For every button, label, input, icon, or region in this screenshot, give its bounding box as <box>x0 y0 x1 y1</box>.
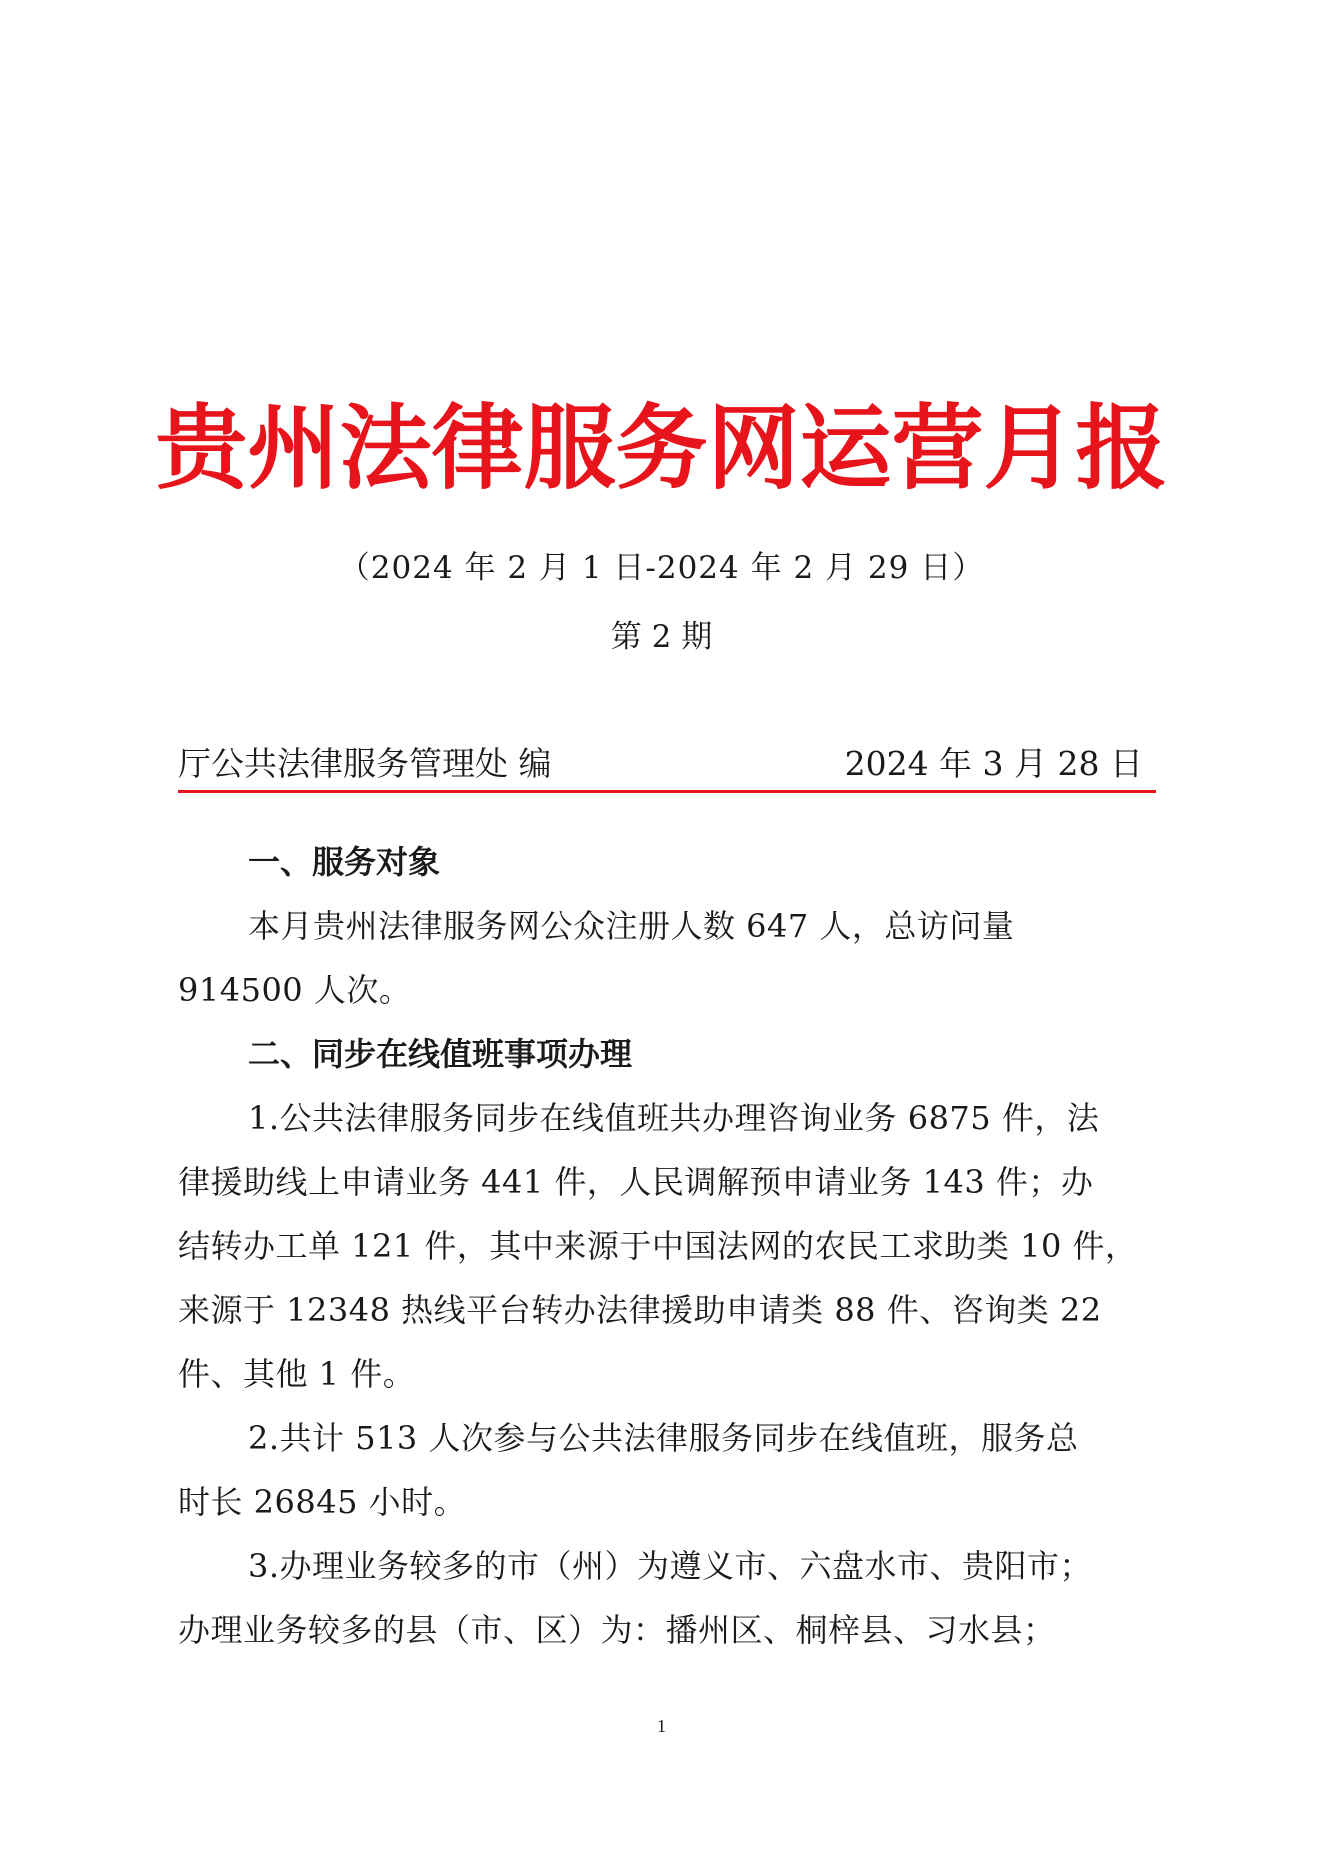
issue-number: 第 2 期 <box>610 619 713 655</box>
publish-date: 2024 年 3 月 28 日 <box>844 744 1143 783</box>
text-line: 本月贵州法律服务网公众注册人数 647 人，总访问量 <box>248 907 1015 945</box>
text-line: 2.共计 513 人次参与公共法律服务同步在线值班，服务总 <box>248 1419 1079 1457</box>
report-period: （2024 年 2 月 1 日-2024 年 2 月 29 日） <box>338 550 985 586</box>
paragraph-item-3 <box>178 1534 1166 1662</box>
text-line: 来源于 12348 热线平台转办法律援助申请类 88 件、咨询类 22 <box>178 1291 1102 1329</box>
text-line: 结转办工单 121 件，其中来源于中国法网的农民工求助类 10 件， <box>178 1227 1138 1265</box>
text-line: 914500 人次。 <box>178 971 412 1009</box>
report-title: 贵州法律服务网运营月报 <box>155 394 1168 502</box>
editor-line: 厅公共法律服务管理处 编 <box>178 744 552 783</box>
text-line: 3.办理业务较多的市（州）为遵义市、六盘水市、贵阳市； <box>248 1547 1093 1585</box>
text-line: 时长 26845 小时。 <box>178 1483 467 1521</box>
page-number: 1 <box>657 1716 666 1736</box>
text-line: 律援助线上申请业务 441 件，人民调解预申请业务 143 件；办 <box>178 1163 1094 1201</box>
red-divider <box>178 790 1156 793</box>
paragraph-item-1 <box>178 1086 1166 1406</box>
paragraph-item-2 <box>178 1406 1166 1534</box>
report-body <box>178 830 1166 1662</box>
section-heading-service-objects: 一、服务对象 <box>248 843 441 881</box>
text-line: 办理业务较多的县（市、区）为：播州区、桐梓县、习水县； <box>178 1611 1056 1649</box>
text-line: 1.公共法律服务同步在线值班共办理咨询业务 6875 件，法 <box>248 1099 1100 1137</box>
text-line: 件、其他 1 件。 <box>178 1355 416 1393</box>
paragraph-service-objects <box>178 894 1166 1022</box>
section-heading-online-duty: 二、同步在线值班事项办理 <box>248 1035 633 1073</box>
